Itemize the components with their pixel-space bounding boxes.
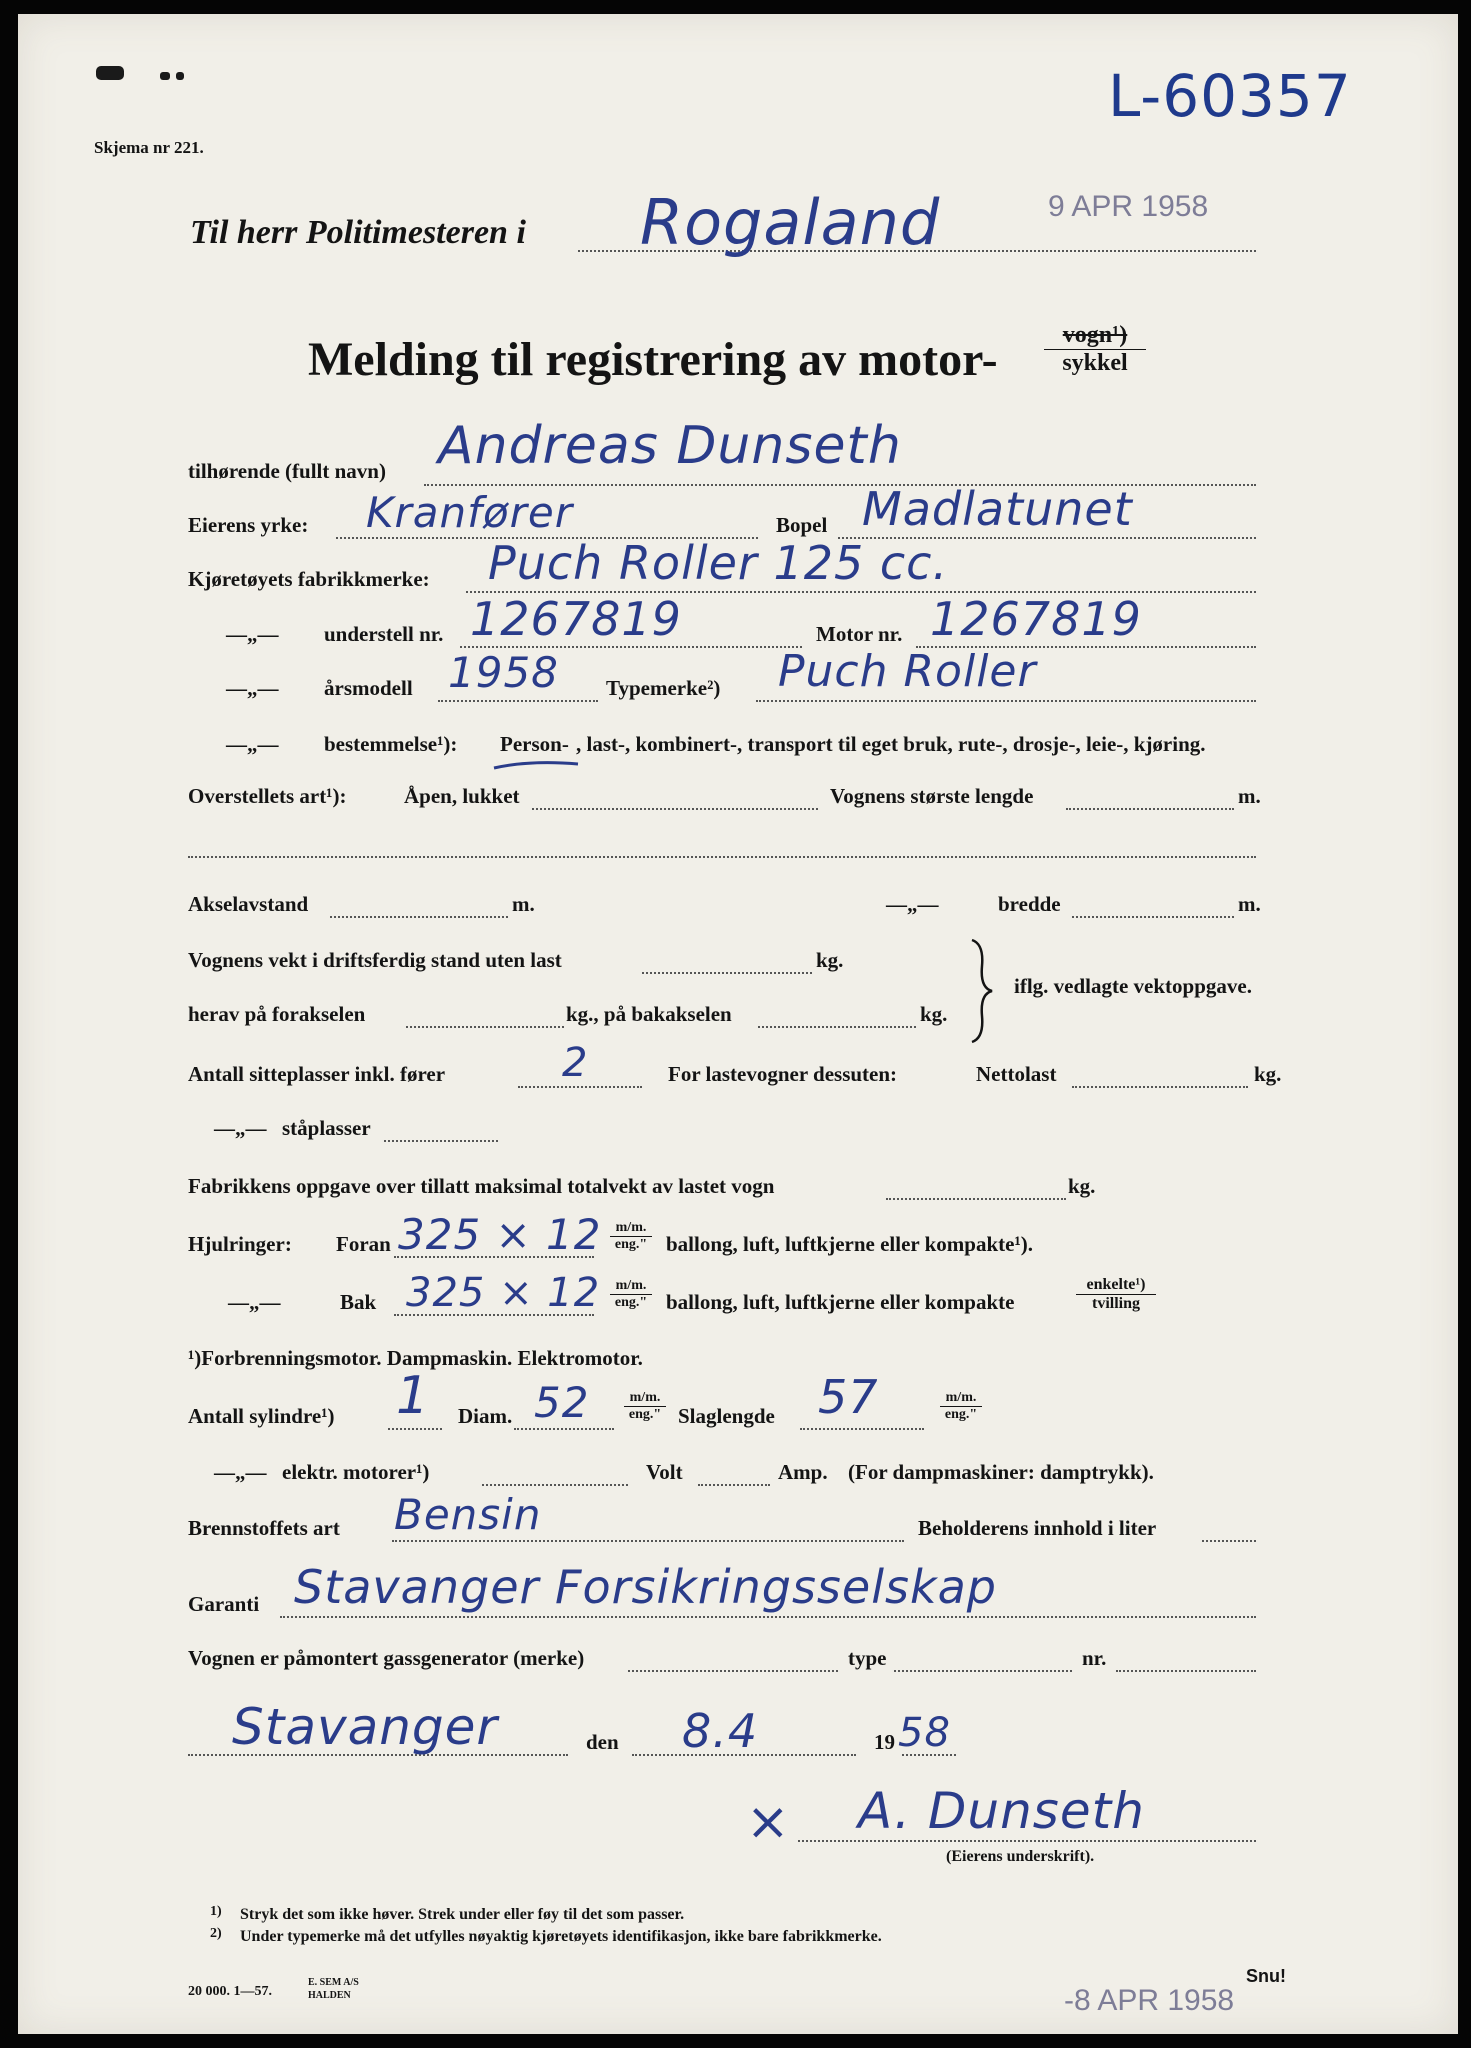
frac-sykkel: sykkel xyxy=(1062,350,1128,376)
standing-line xyxy=(384,1140,498,1142)
footnote-2-mark: 2) xyxy=(210,1926,222,1941)
ditto-mark: —„— xyxy=(226,676,279,700)
date-value: 8.4 xyxy=(682,1704,759,1758)
tank-line xyxy=(1202,1540,1256,1542)
received-stamp-bottom: -8 APR 1958 xyxy=(1064,1984,1235,2017)
ditto-mark: —„— xyxy=(226,732,279,756)
tire-unit-fraction xyxy=(610,1278,652,1311)
body-type-value: Åpen, lukket xyxy=(404,784,520,808)
wheelbase-line xyxy=(330,916,508,918)
seats-line xyxy=(518,1086,642,1088)
width-label: bredde xyxy=(998,892,1061,916)
front-tire-value: 325 × 12 xyxy=(398,1210,602,1259)
punch-mark xyxy=(160,72,170,80)
wheelbase-label: Akselavstand xyxy=(188,892,309,916)
ditto-mark: —„— xyxy=(886,892,939,916)
chassis-label: understell nr. xyxy=(324,622,444,646)
back-tire-value: 325 × 12 xyxy=(406,1270,601,1316)
motor-value: 1267819 xyxy=(930,592,1142,646)
max-total-label: Fabrikkens oppgave over tillatt maksimal totalvekt av lastet vogn xyxy=(188,1174,775,1198)
single-label: enkelte¹) xyxy=(1076,1276,1156,1295)
turn-over: Snu! xyxy=(1246,1966,1286,1986)
front-tire-label: Foran xyxy=(336,1232,391,1256)
amp-label: Amp. xyxy=(778,1460,828,1484)
unit-eng: eng." xyxy=(614,1237,648,1252)
residence-label: Bopel xyxy=(776,513,828,537)
tire-types: ballong, luft, luftkjerne eller kompakte¹). xyxy=(666,1232,1033,1256)
schema-number: Skjema nr 221. xyxy=(94,138,204,157)
brace xyxy=(966,936,998,1046)
purpose-label: bestemmelse¹): xyxy=(324,732,458,756)
max-total-unit: kg. xyxy=(1068,1174,1096,1198)
stroke-line xyxy=(800,1428,924,1430)
volt-line xyxy=(698,1484,770,1486)
diam-label: Diam. xyxy=(458,1404,513,1428)
unit-eng: eng." xyxy=(614,1295,648,1310)
gas-type-label: type xyxy=(848,1646,887,1670)
stroke-value: 57 xyxy=(818,1370,879,1424)
form-title: Melding til registrering av motor- xyxy=(308,333,998,386)
owner-label: tilhørende (fullt navn) xyxy=(188,459,386,483)
occupation-value: Kranfører xyxy=(366,488,574,537)
diam-line xyxy=(514,1428,614,1430)
owner-signature: A. Dunseth xyxy=(858,1782,1145,1840)
model-year-line xyxy=(438,700,598,702)
rear-axle-line xyxy=(758,1026,916,1028)
year-value: 58 xyxy=(898,1710,951,1756)
signature-label: (Eierens underskrift). xyxy=(946,1848,1095,1865)
tire-types-back: ballong, luft, luftkjerne eller kompakte xyxy=(666,1290,1015,1314)
unit-mm: m/m. xyxy=(940,1390,982,1407)
guarantee-label: Garanti xyxy=(188,1592,260,1616)
unit-mm: m/m. xyxy=(610,1278,652,1295)
received-stamp: 9 APR 1958 xyxy=(1048,190,1209,223)
stroke-label: Slaglengde xyxy=(678,1404,775,1428)
weight-note: iflg. vedlagte vektoppgave. xyxy=(1014,974,1252,998)
rear-axle-unit: kg. xyxy=(920,1002,948,1026)
body-type-label: Overstellets art¹): xyxy=(188,784,347,808)
unit-eng: eng." xyxy=(944,1407,978,1422)
chassis-value: 1267819 xyxy=(470,592,682,646)
cargo-label: For lastevogner dessuten: xyxy=(668,1062,898,1086)
footnote-1-mark: 1) xyxy=(210,1904,222,1919)
stroke-unit-fraction xyxy=(940,1390,982,1423)
seats-label: Antall sitteplasser inkl. fører xyxy=(188,1062,446,1086)
printer-city: HALDEN xyxy=(308,1990,351,2001)
gas-generator-label: Vognen er påmontert gassgenerator (merke) xyxy=(188,1646,585,1670)
cylinders-label: Antall sylindre¹) xyxy=(188,1404,335,1428)
guarantee-line xyxy=(280,1616,1256,1618)
registration-form xyxy=(18,14,1458,2034)
gas-generator-line xyxy=(628,1670,838,1672)
cylinders-line xyxy=(388,1428,442,1430)
width-line xyxy=(1072,916,1234,918)
addressee-label: Til herr Politimesteren i xyxy=(190,214,526,251)
max-length-label: Vognens største lengde xyxy=(830,784,1034,808)
place-value: Stavanger xyxy=(232,1698,498,1756)
model-year-label: årsmodell xyxy=(324,676,413,700)
twin-label: tvilling xyxy=(1091,1295,1140,1312)
type-mark-label: Typemerke²) xyxy=(606,676,721,700)
max-total-line xyxy=(886,1198,1066,1200)
ditto-mark: —„— xyxy=(214,1460,267,1484)
steam-label: (For dampmaskiner: damptrykk). xyxy=(848,1460,1154,1484)
guarantee-value: Stavanger Forsikringsselskap xyxy=(294,1560,997,1614)
make-value: Puch Roller 125 cc. xyxy=(488,536,949,590)
ditto-mark: —„— xyxy=(226,622,279,646)
mount-fraction xyxy=(1076,1276,1156,1313)
diam-unit-fraction xyxy=(624,1390,666,1423)
tank-label: Beholderens innhold i liter xyxy=(918,1516,1157,1540)
tires-label: Hjulringer: xyxy=(188,1232,292,1256)
front-axle-line xyxy=(406,1026,564,1028)
standing-label: ståplasser xyxy=(282,1116,371,1140)
body-type-line xyxy=(532,808,818,810)
volt-label: Volt xyxy=(646,1460,683,1484)
max-length-unit: m. xyxy=(1238,784,1261,808)
ditto-mark: —„— xyxy=(228,1290,281,1314)
blank-line xyxy=(188,856,1256,858)
weight-line xyxy=(642,972,812,974)
owner-value: Andreas Dunseth xyxy=(438,416,902,476)
purpose-underline xyxy=(490,758,582,774)
frac-vogn: vogn¹) xyxy=(1044,322,1146,350)
back-tire-label: Bak xyxy=(340,1290,377,1314)
unit-mm: m/m. xyxy=(610,1220,652,1237)
net-load-label: Nettolast xyxy=(976,1062,1057,1086)
signature-line xyxy=(798,1840,1256,1842)
front-axle-unit: kg., på bakakselen xyxy=(566,1002,732,1026)
fuel-line xyxy=(392,1540,904,1542)
ditto-mark: —„— xyxy=(214,1116,267,1140)
footnote-2: Under typemerke må det utfylles nøyaktig kjøretøyets identifikasjon, ikke bare fabrikkmerke. xyxy=(240,1928,882,1945)
cylinders-value: 1 xyxy=(396,1366,431,1426)
unit-mm: m/m. xyxy=(624,1390,666,1407)
occupation-label: Eierens yrke: xyxy=(188,513,309,537)
net-load-line xyxy=(1072,1086,1248,1088)
type-mark-value: Puch Roller xyxy=(778,646,1037,697)
max-length-line xyxy=(1066,808,1234,810)
fuel-value: Bensin xyxy=(394,1490,542,1539)
tire-unit-fraction xyxy=(610,1220,652,1253)
electric-line xyxy=(482,1484,628,1486)
residence-value: Madlatunet xyxy=(862,482,1133,536)
unit-eng: eng." xyxy=(628,1407,662,1422)
net-load-unit: kg. xyxy=(1254,1062,1282,1086)
addressee-value: Rogaland xyxy=(640,186,941,259)
gas-nr-label: nr. xyxy=(1082,1646,1107,1670)
signature-mark: × xyxy=(746,1792,791,1852)
year-prefix: 19 xyxy=(874,1730,895,1754)
weight-label: Vognens vekt i driftsferdig stand uten last xyxy=(188,948,562,972)
wheelbase-unit: m. xyxy=(512,892,535,916)
engine-types: ¹)Forbrenningsmotor. Dampmaskin. Elektromotor. xyxy=(188,1346,643,1370)
purpose-selected: Person- xyxy=(500,732,569,756)
vehicle-kind-fraction xyxy=(1044,322,1146,377)
purpose-options: , last-, kombinert-, transport til eget bruk, rute-, drosje-, leie-, kjøring. xyxy=(576,732,1206,756)
punch-mark xyxy=(176,72,184,80)
front-axle-label: herav på forakselen xyxy=(188,1002,366,1026)
gas-nr-line xyxy=(1116,1670,1256,1672)
fuel-label: Brennstoffets art xyxy=(188,1516,340,1540)
make-label: Kjøretøyets fabrikkmerke: xyxy=(188,567,430,591)
weight-unit: kg. xyxy=(816,948,844,972)
type-mark-line xyxy=(756,700,1256,702)
width-unit: m. xyxy=(1238,892,1261,916)
gas-type-line xyxy=(894,1670,1072,1672)
motor-label: Motor nr. xyxy=(816,622,903,646)
footnote-1: Stryk det som ikke høver. Strek under eller føy til det som passer. xyxy=(240,1906,685,1923)
diam-value: 52 xyxy=(534,1378,590,1427)
punch-mark xyxy=(96,66,124,80)
model-year-value: 1958 xyxy=(448,648,559,697)
reference-number: L-60357 xyxy=(1108,62,1352,130)
printer-name: E. SEM A/S xyxy=(308,1977,359,1988)
print-run: 20 000. 1—57. xyxy=(188,1984,272,1999)
date-label: den xyxy=(586,1730,619,1754)
electric-label: elektr. motorer¹) xyxy=(282,1460,430,1484)
seats-value: 2 xyxy=(562,1040,589,1086)
